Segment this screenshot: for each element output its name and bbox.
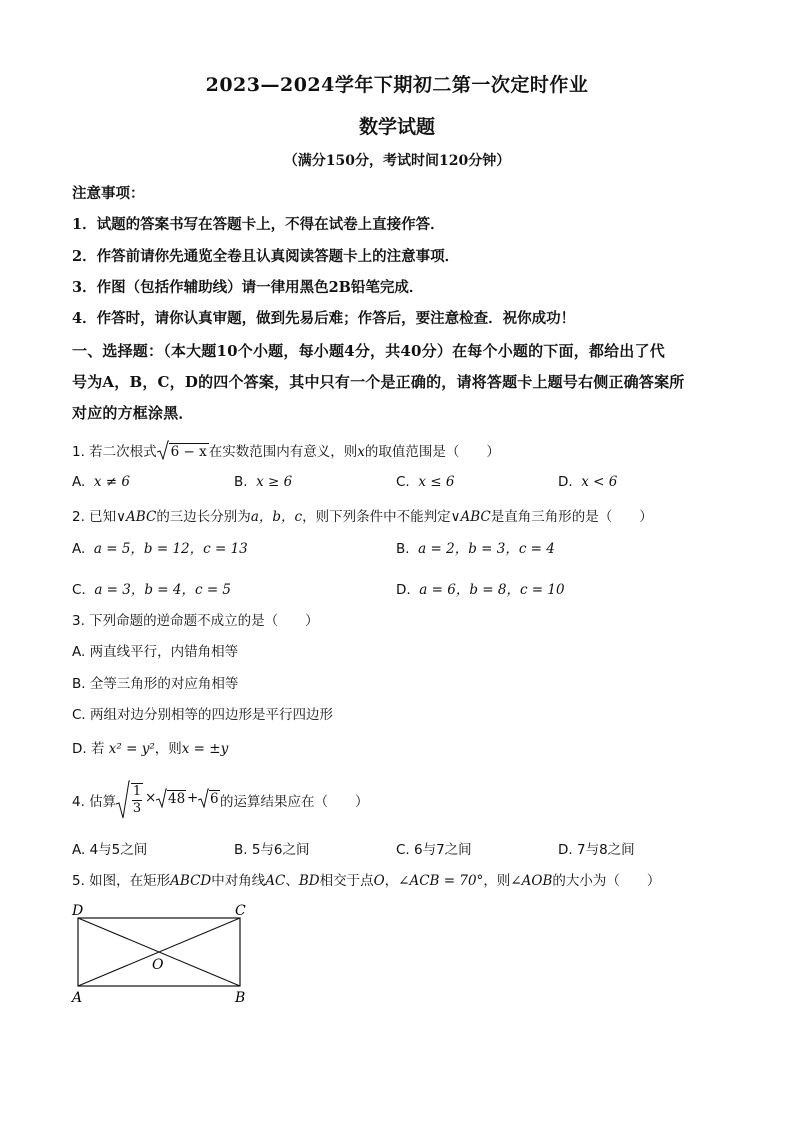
- q1-option-a[interactable]: A. x ≠ 6: [72, 474, 130, 490]
- exam-subtitle: 数学试题: [358, 116, 435, 138]
- label-b: B: [235, 990, 246, 1006]
- radicand: 6 − x: [170, 444, 207, 460]
- q2-option-b[interactable]: B. a = 2，b = 3，c = 4: [396, 541, 555, 557]
- rectangle-figure: [68, 900, 258, 1010]
- radical-symbol: [116, 780, 130, 820]
- question-1-stem: 1. 若二次根式 6 − x 在实数范围内有意义，则x的取值范围是（ ）: [72, 440, 500, 464]
- q3-option-a[interactable]: A. 两直线平行，内错角相等: [72, 644, 239, 660]
- section1-line-1: 一、选择题：（本大题10个小题，每小题4分，共40分）在每个小题的下面，都给出了代: [72, 342, 665, 360]
- q4-option-d[interactable]: D. 7与8之间: [558, 842, 635, 858]
- q1-option-d[interactable]: D. x < 6: [558, 474, 618, 490]
- radical-symbol: [157, 440, 169, 464]
- q3-option-c[interactable]: C. 两组对边分别相等的四边形是平行四边形: [72, 707, 334, 723]
- radical-symbol: [198, 788, 209, 808]
- q2-option-c[interactable]: C. a = 3，b = 4，c = 5: [72, 582, 232, 598]
- q4-option-b[interactable]: B. 5与6之间: [234, 842, 310, 858]
- q4-option-c[interactable]: C. 6与7之间: [396, 842, 472, 858]
- notice-item-1: 1．试题的答案书写在答题卡上，不得在试卷上直接作答．: [72, 216, 445, 233]
- q1-option-c[interactable]: C. x ≤ 6: [396, 474, 455, 490]
- q4-option-a[interactable]: A. 4与5之间: [72, 842, 148, 858]
- label-a: A: [72, 990, 83, 1006]
- question-5-stem: 5. 如图，在矩形ABCD中对角线AC、BD相交于点O，∠ACB = 70°，则∠AOB的大小为（ ）: [72, 873, 661, 889]
- label-d: D: [72, 903, 84, 919]
- exam-note: （满分150分，考试时间120分钟）: [283, 153, 511, 169]
- notice-heading: 注意事项：: [72, 185, 145, 202]
- question-2-stem: 2. 已知∨ABC的三边长分别为a，b，c，则下列条件中不能判定∨ABC是直角三角形的是（ ）: [72, 509, 653, 525]
- q2-option-d[interactable]: D. a = 6，b = 8，c = 10: [396, 582, 565, 598]
- notice-item-3: 3．作图（包括作辅助线）请一律用黑色2B铅笔完成．: [72, 279, 424, 296]
- q3-option-b[interactable]: B. 全等三角形的对应角相等: [72, 676, 239, 692]
- q1-option-b[interactable]: B. x ≥ 6: [234, 474, 293, 490]
- radical-symbol: [156, 788, 167, 808]
- label-c: C: [235, 903, 246, 919]
- exam-title: 2023—2024学年下期初二第一次定时作业: [205, 74, 589, 96]
- section1-line-2: 号为A，B，C，D的四个答案，其中只有一个是正确的，请将答题卡上题号右侧正确答案所: [72, 373, 685, 391]
- notice-item-2: 2．作答前请你先通览全卷且认真阅读答题卡上的注意事项．: [72, 248, 460, 265]
- exam-page: 2023—2024学年下期初二第一次定时作业 数学试题 （满分150分，考试时间120分钟） 注意事项： 1．试题的答案书写在答题卡上，不得在试卷上直接作答． 2．作答前请你先通览全卷且认真阅读答题卡上的注意事项． 3．作图（包括作辅助线）请一律用黑色2B铅笔完成． 4．作答时，请你认真审题，做到先易后难；作答后，要注意检查．祝你成功！ 一、选择题：（本大题10个小题，每小题4分，共40分）在每个小题的下面，都给出了代 号为A，B，C，D的四个答案，其中只有一个是正确的，请将答题卡上题号右侧正确答案所 对应的方框涂黑． 1. 若二次根式 6 − x 在实数范围内有意义，则x的取值范围是（ ） A. x ≠ 6 B. x ≥ 6 C. x ≤ 6 D. x < 6 2. 已知∨ABC的三边长分别为a，b，c，则下列条件中不能判定∨ABC是直角三角形的是（ ） A. a = 5，b = 12，c = 13 B. a = 2，b = 3，c = 4 C. a = 3，b = 4，c = 5 D. a = 6，b = 8，c = 10 3. 下列命题的逆命题不成立的是（ ） A. 两直线平行，内错角相等 B. 全等三角形的对应角相等 C. 两组对边分别相等的四边形是平行四边形 D. 若 x² = y²，则x = ±y 4. 估算 1 3 × 48 + 6 的运算结果应在（ ） A. 4与5之间 B. 5与6之间 C. 6与7之间 D. 7与8之间 5. 如图，在矩形ABCD中对角线AC、BD相交于点O，∠ACB = 70°，则∠AOB的大小为（ ） D C A B O: [0, 0, 794, 1123]
- question-3-stem: 3. 下列命题的逆命题不成立的是（ ）: [72, 613, 319, 629]
- q3-option-d[interactable]: D. 若 x² = y²，则x = ±y: [72, 741, 229, 757]
- notice-item-4: 4．作答时，请你认真审题，做到先易后难；作答后，要注意检查．祝你成功！: [72, 310, 576, 327]
- section1-line-3: 对应的方框涂黑．: [72, 404, 194, 422]
- label-o: O: [152, 957, 164, 973]
- q2-option-a[interactable]: A. a = 5，b = 12，c = 13: [72, 541, 248, 557]
